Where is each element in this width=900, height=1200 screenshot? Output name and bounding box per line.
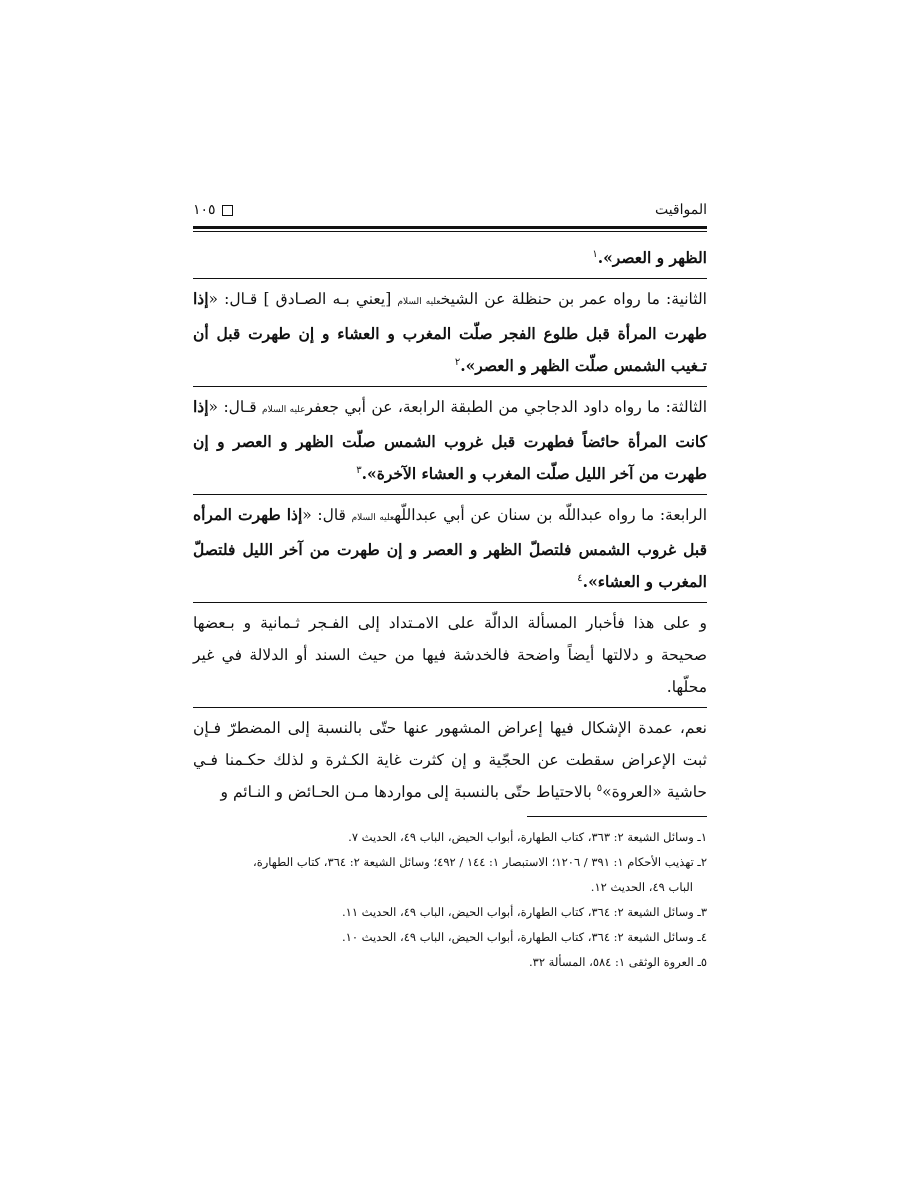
footnote: ٥ـ العروة الوثقى ١: ٥٨٤، المسألة ٣٢. <box>528 955 707 969</box>
hadith-quote: إذا طهرت المرأه قبل غروب الشمس فلتصلّ الظهر و العصر و إن طهرت من آخر الليل فلتصلّ المغرب و العشاء». <box>193 505 707 591</box>
square-icon <box>222 205 233 216</box>
text-run: عليه السلام <box>397 297 441 307</box>
footnote: ٢ـ تهذيب الأحكام ١: ٣٩١ / ١٢٠٦؛ الاستبصار ١: ١٤٤ / ٤٩٢؛ وسائل الشيعة ٢: ٣٦٤، كتاب الطهارة، <box>252 855 707 869</box>
paragraph-divider <box>193 386 707 387</box>
paragraph <box>193 391 707 490</box>
text-run: الرابعة: ما رواه عبداللّه بن سنان عن أبي عبداللّه <box>394 506 708 524</box>
text-run: عليه السلام <box>262 405 306 415</box>
paragraph <box>193 242 707 274</box>
footnote-separator <box>527 816 707 817</box>
text-run: قـال: « <box>208 398 263 416</box>
text-run: قال: « <box>302 506 352 524</box>
hadith-quote: إذا كانت المرأة حائضاً فطهرت قبل غروب الشمس صلّت الظهر و العصر و إن طهرت من آخر الليل صلّت المغرب و العشاء الآخرة». <box>193 397 707 483</box>
paragraph-divider <box>193 494 707 495</box>
footnote: ٤ـ وسائل الشيعة ٢: ٣٦٤، كتاب الطهارة، أبواب الحيض، الباب ٤٩، الحديث ١٠. <box>342 930 707 944</box>
text-run: و على هذا فأخبار المسألة الدالّة على الامـتداد إلى الفـجر ثـمانية و بـعضها صحيحة و دلالتها أيضاً واضحة فالخدشة فيها من حيث السند أو الدلالة في غير محلّها. <box>193 614 707 696</box>
footnote-ref: ٥ <box>596 782 603 794</box>
book-page <box>193 196 707 975</box>
hadith-quote: إذا طهرت المرأة قبل طلوع الفجر صلّت المغرب و العشاء و إن طهرت قبل أن تـغيب الشمس صلّت الظهر و العصر». <box>193 289 707 375</box>
paragraph-divider <box>193 278 707 279</box>
body-text <box>193 242 707 808</box>
page-number: ١٠٥ <box>193 202 216 218</box>
paragraph <box>193 607 707 703</box>
text-run: عليه السلام <box>351 513 395 523</box>
footnotes <box>193 825 707 975</box>
paragraph <box>193 712 707 808</box>
paragraph <box>193 283 707 382</box>
footnote-continuation: الباب ٤٩، الحديث ١٢. <box>590 880 693 894</box>
page-number-box <box>193 202 233 218</box>
text-run: بالاحتياط حتّى بالنسبة إلى مواردها مـن الحـائض و النـائم و <box>220 783 597 801</box>
footnote-ref: ١ <box>592 248 598 260</box>
hadith-quote: الظهر و العصر». <box>597 248 707 267</box>
text-run: الثانية: ما رواه عمر بن حنظلة عن الشيخ <box>440 290 707 308</box>
text-run: نعم، عمدة الإشكال فيها إعراض المشهور عنها حتّى بالنسبة إلى المضطرّ فـإن ثبت الإعراض سقطت عن الحجّية و إن كثرت غاية الكـثرة و لذلك حكـمنا فـي حاشية «العروة» <box>193 719 707 801</box>
paragraph-divider <box>193 707 707 708</box>
paragraph <box>193 499 707 598</box>
footnote: ٣ـ وسائل الشيعة ٢: ٣٦٤، كتاب الطهارة، أبواب الحيض، الباب ٤٩، الحديث ١١. <box>342 905 707 919</box>
header-rule-thick <box>193 226 707 229</box>
page-header <box>193 196 707 224</box>
paragraph-divider <box>193 602 707 603</box>
header-rule-thin <box>193 231 707 232</box>
text-run: الثالثة: ما رواه داود الدجاجي من الطبقة الرابعة، عن أبي جعفر <box>305 398 708 416</box>
chapter-title: المواقيت <box>654 202 707 218</box>
footnote-ref: ٢ <box>454 356 461 368</box>
footnote: ١ـ وسائل الشيعة ٢: ٣٦٣، كتاب الطهارة، أبواب الحيض، الباب ٤٩، الحديث ٧. <box>348 830 707 844</box>
footnote-ref: ٤ <box>577 572 583 584</box>
footnote-ref: ٣ <box>356 464 362 476</box>
text-run: [يعني بـه الصـادق ] قـال: « <box>208 290 398 308</box>
